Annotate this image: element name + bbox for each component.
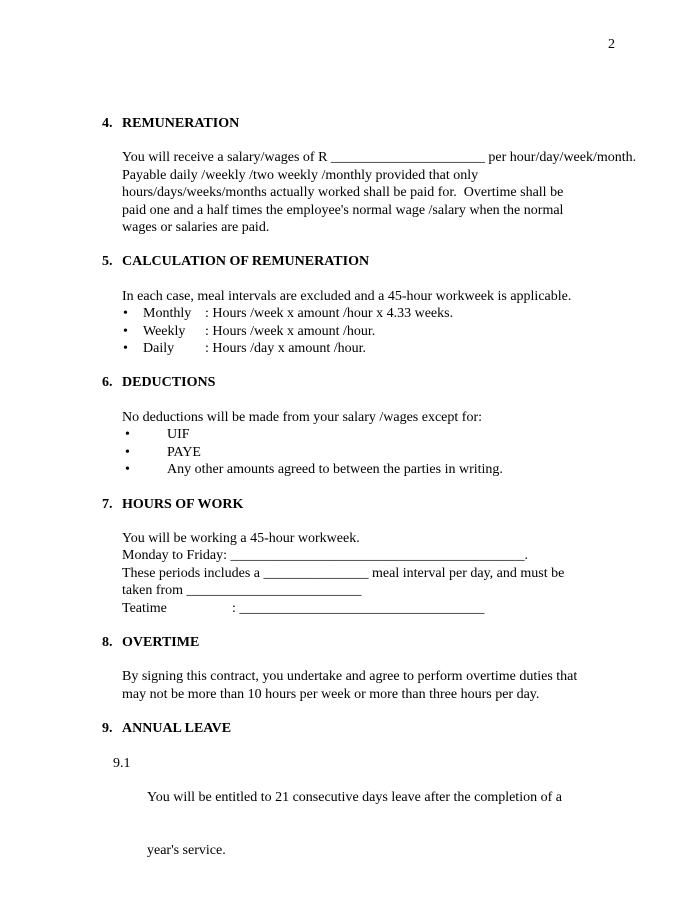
- monday-friday-blank-line: Monday to Friday: __________________________________________.: [122, 548, 528, 564]
- paragraph-line: Payable daily /weekly /two weekly /monthly provided that only: [122, 167, 479, 183]
- list-item-text: Any other amounts agreed to between the parties in writing.: [167, 462, 503, 478]
- section-5-title: CALCULATION OF REMUNERATION: [122, 254, 370, 270]
- list-item: [123, 305, 646, 322]
- section-9-title: ANNUAL LEAVE: [122, 721, 232, 737]
- section-8-title: OVERTIME: [122, 634, 200, 650]
- bullet-icon: •: [123, 323, 128, 339]
- teatime-blank-line: [122, 600, 646, 617]
- section-4-title: REMUNERATION: [122, 116, 240, 131]
- section-4-heading: [102, 115, 646, 132]
- section-6-heading: [102, 374, 646, 391]
- list-item-text: : Hours /day x amount /hour.: [205, 341, 366, 357]
- list-item-text: : Hours /week x amount /hour.: [205, 323, 376, 339]
- bullet-icon: •: [123, 306, 128, 322]
- meal-interval-blank-line: These periods includes a _______________ meal interval per day, and must be: [122, 565, 565, 581]
- section-6-number: 6.: [102, 375, 113, 391]
- overtime-paragraph: [122, 668, 646, 703]
- taken-from-blank-line: taken from _________________________: [122, 583, 362, 599]
- list-item-text: PAYE: [167, 444, 201, 460]
- calculation-paragraph: [122, 288, 646, 358]
- teatime-blank: : ___________________________________: [232, 600, 485, 616]
- section-7-number: 7.: [102, 496, 113, 512]
- list-item: [123, 323, 646, 340]
- paragraph-line: In each case, meal intervals are excluded and a 45-hour workweek is applicable.: [122, 288, 572, 304]
- section-5-heading: [102, 253, 646, 270]
- section-8-number: 8.: [102, 634, 113, 650]
- section-9-heading: [102, 720, 646, 737]
- paragraph-line: You will be entitled to 21 consecutive days leave after the completion of a: [147, 790, 562, 806]
- section-6-title: DEDUCTIONS: [122, 375, 216, 391]
- bullet-icon: •: [125, 427, 130, 443]
- teatime-label: Teatime: [122, 600, 167, 616]
- deductions-paragraph: [122, 409, 646, 479]
- section-9-number: 9.: [102, 721, 113, 737]
- hours-of-work-paragraph: [122, 530, 646, 617]
- list-item-label: Daily: [143, 341, 175, 357]
- bullet-icon: •: [125, 462, 130, 478]
- paragraph-line: paid one and a half times the employee's normal wage /salary when the normal: [122, 202, 564, 218]
- remuneration-paragraph: [122, 149, 646, 236]
- paragraph-line: may not be more than 10 hours per week or more than three hours per day.: [122, 686, 540, 702]
- section-7-title: HOURS OF WORK: [122, 496, 244, 512]
- paragraph-line: You will receive a salary/wages of R ______________________ per hour/day/week/month.: [122, 150, 637, 166]
- paragraph-line: hours/days/weeks/months actually worked shall be paid for. Overtime shall be: [122, 185, 564, 201]
- paragraph-line: year's service.: [147, 842, 226, 858]
- paragraph-line: No deductions will be made from your salary /wages except for:: [122, 409, 483, 425]
- section-7-heading: [102, 496, 646, 513]
- bullet-icon: •: [123, 341, 128, 357]
- list-item: [125, 426, 646, 443]
- page-number: 2: [608, 37, 615, 52]
- section-4-number: 4.: [102, 116, 113, 131]
- bullet-icon: •: [125, 444, 130, 460]
- list-item: [125, 444, 646, 461]
- section-5-number: 5.: [102, 254, 113, 270]
- section-8-heading: [102, 634, 646, 651]
- list-item-text: : Hours /week x amount /hour x 4.33 weeks.: [205, 306, 454, 322]
- list-item: [123, 340, 646, 357]
- list-item-label: Weekly: [143, 323, 186, 339]
- paragraph-line: wages or salaries are paid.: [122, 220, 270, 236]
- clause-9-1: [113, 755, 646, 894]
- paragraph-line: By signing this contract, you undertake and agree to perform overtime duties that: [122, 669, 578, 685]
- clause-text: [147, 755, 562, 894]
- list-item-text: UIF: [167, 427, 190, 443]
- list-item: [125, 461, 646, 478]
- clause-number: 9.1: [113, 755, 131, 771]
- paragraph-line: You will be working a 45-hour workweek.: [122, 530, 360, 546]
- list-item-label: Monthly: [143, 306, 192, 322]
